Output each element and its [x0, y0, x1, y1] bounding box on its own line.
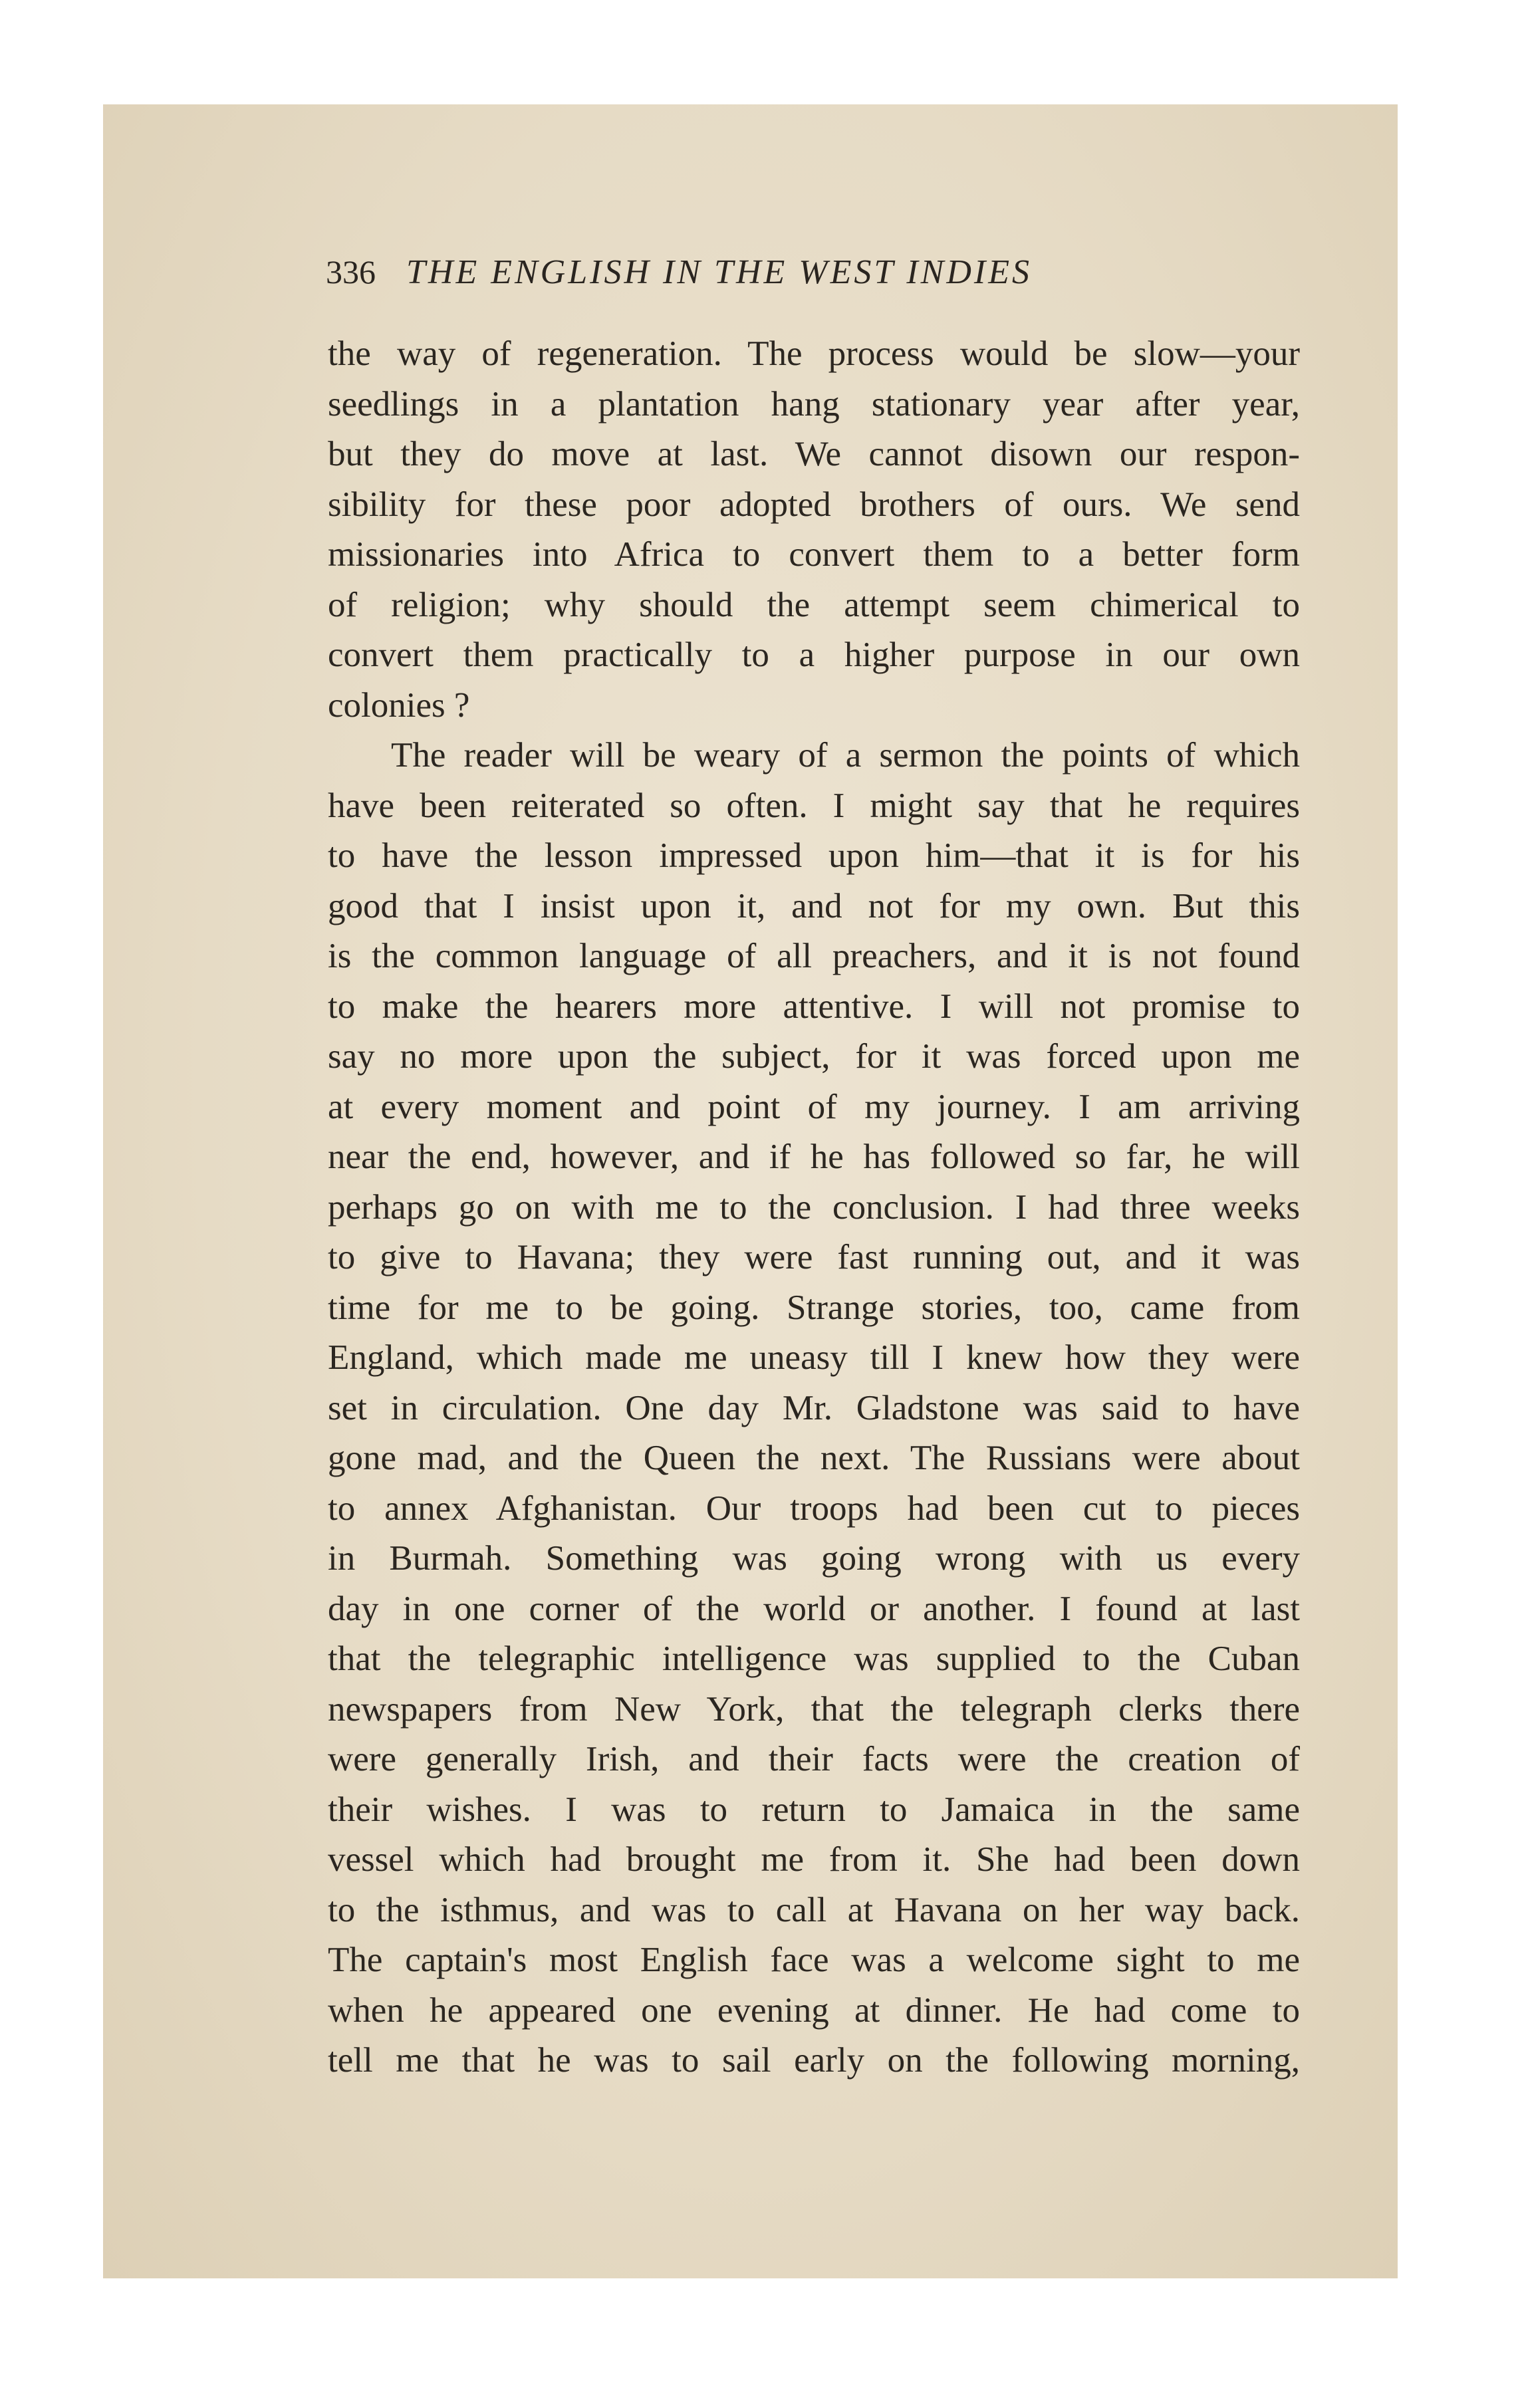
text-line: gone mad, and the Queen the next. The Russians were about	[328, 1439, 1300, 1477]
text-line: when he appeared one evening at dinner. He had come to	[328, 1990, 1300, 2030]
text-line: colonies ?	[328, 685, 470, 725]
text-line: to the isthmus, and was to call at Havana on her way back.	[328, 1890, 1300, 1929]
body-text	[328, 329, 1300, 2086]
text-line: vessel which had brought me from it. She had been down	[328, 1840, 1300, 1879]
text-line: seedlings in a plantation hang stationary year after year,	[328, 384, 1300, 423]
text-line: but they do move at last. We cannot disown our respon-	[328, 435, 1300, 473]
text-line: convert them practically to a higher purpose in our own	[328, 636, 1300, 674]
text-line: to annex Afghanistan. Our troops had been cut to pieces	[328, 1489, 1300, 1528]
paragraph-1	[328, 329, 1300, 731]
text-line: newspapers from New York, that the telegraph clerks there	[328, 1689, 1300, 1729]
text-line: day in one corner of the world or another. I found at last	[328, 1589, 1300, 1628]
text-line: the way of regeneration. The process would be slow—your	[328, 334, 1300, 373]
running-head	[326, 253, 1303, 312]
text-line: perhaps go on with me to the conclusion. I had three weeks	[328, 1187, 1300, 1227]
text-line: good that I insist upon it, and not for my own. But this	[328, 886, 1300, 925]
text-line: to make the hearers more attentive. I will not promise to	[328, 987, 1300, 1026]
text-line: missionaries into Africa to convert them to a better form	[328, 535, 1300, 574]
text-line: say no more upon the subject, for it was forced upon me	[328, 1037, 1300, 1076]
text-line: near the end, however, and if he has followed so far, he will	[328, 1138, 1300, 1176]
text-line: is the common language of all preachers, and it is not found	[328, 937, 1300, 975]
text-line: time for me to be going. Strange stories, too, came from	[328, 1288, 1300, 1327]
book-title: THE ENGLISH IN THE WEST INDIES	[406, 253, 1032, 291]
page-number: 336	[326, 253, 376, 291]
text-line: that the telegraphic intelligence was supplied to the Cuban	[328, 1639, 1300, 1678]
text-line: were generally Irish, and their facts were the creation of	[328, 1740, 1300, 1778]
text-line: England, which made me uneasy till I knew how they were	[328, 1338, 1300, 1377]
paragraph-2	[328, 731, 1300, 2086]
text-line: sibility for these poor adopted brothers of ours. We send	[328, 485, 1300, 524]
text-line: The reader will be weary of a sermon the points of which	[391, 736, 1300, 775]
text-line: their wishes. I was to return to Jamaica in the same	[328, 1790, 1300, 1829]
text-line: to give to Havana; they were fast running out, and it was	[328, 1238, 1300, 1276]
text-line: set in circulation. One day Mr. Gladstone was said to have	[328, 1388, 1300, 1427]
text-line: to have the lesson impressed upon him—that it is for his	[328, 836, 1300, 875]
text-line: have been reiterated so often. I might say that he requires	[328, 786, 1300, 825]
text-line: in Burmah. Something was going wrong with us every	[328, 1539, 1300, 1578]
text-line: at every moment and point of my journey. I am arriving	[328, 1087, 1300, 1126]
text-line: The captain's most English face was a welcome sight to me	[328, 1941, 1300, 1979]
text-line: of religion; why should the attempt seem chimerical to	[328, 585, 1300, 624]
text-line: tell me that he was to sail early on the following morning,	[328, 2041, 1300, 2080]
